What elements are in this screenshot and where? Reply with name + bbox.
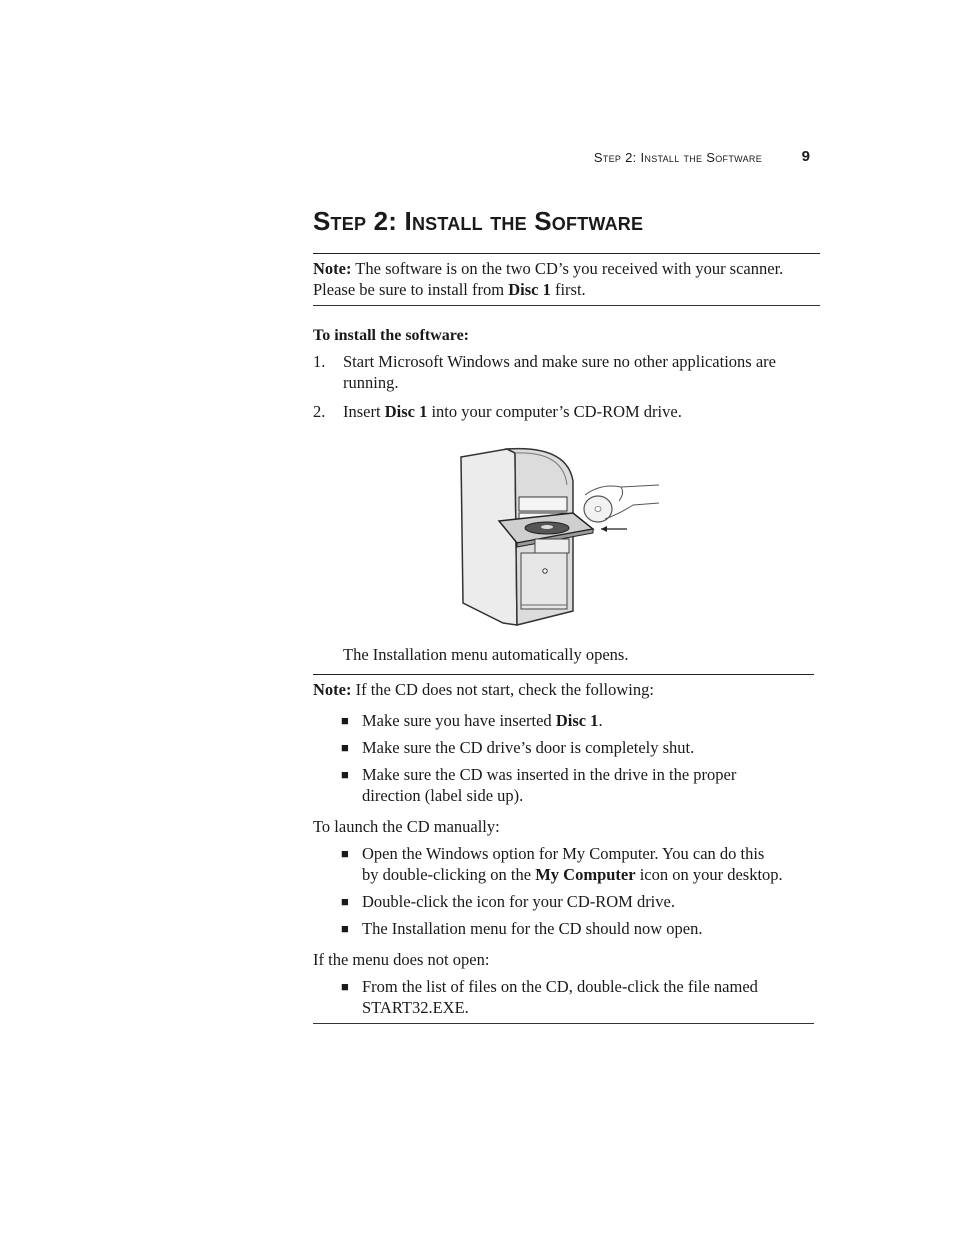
note1-text-c: first. <box>550 280 586 299</box>
step2-number: 2. <box>313 402 326 421</box>
check-item-3-line2: direction (label side up). <box>362 786 524 805</box>
manual-item-1-line1: Open the Windows option for My Computer. You can do this <box>362 844 765 863</box>
check1-c: . <box>598 711 603 730</box>
note-bottom-rule <box>313 305 820 306</box>
installation-opens-text: The Installation menu automatically opens. <box>343 645 629 664</box>
note1-label: Note: <box>313 259 352 278</box>
note2-bottom-rule <box>313 1023 814 1024</box>
note2-text: If the CD does not start, check the following: <box>351 680 654 699</box>
step2-text-a: Insert <box>343 402 385 421</box>
note2-line <box>313 679 654 700</box>
bullet-icon: ■ <box>341 979 349 994</box>
step2-text <box>343 401 682 422</box>
install-heading: To install the software: <box>313 327 469 344</box>
manual-item-1-line2 <box>362 864 783 885</box>
step1-line1: Start Microsoft Windows and make sure no other applications are <box>343 352 776 371</box>
check1-a: Make sure you have inserted <box>362 711 556 730</box>
bullet-icon: ■ <box>341 767 349 782</box>
bullet-icon: ■ <box>341 894 349 909</box>
note1-disc: Disc 1 <box>508 280 551 299</box>
bullet-icon: ■ <box>341 713 349 728</box>
bullet-icon: ■ <box>341 846 349 861</box>
note2-top-rule <box>313 674 814 675</box>
note-top-rule <box>313 253 820 254</box>
running-title: Step 2: Install the Software <box>593 150 762 165</box>
check1-disc: Disc 1 <box>555 711 599 730</box>
fallback-item-line1: From the list of files on the CD, double-click the file named <box>362 977 758 996</box>
note2-label: Note: <box>313 680 352 699</box>
computer-tower-icon <box>455 443 665 628</box>
check-item-3-line1: Make sure the CD was inserted in the drive in the proper <box>362 765 737 784</box>
manual1-mycomputer: My Computer <box>535 865 636 884</box>
step2-disc: Disc 1 <box>384 402 428 421</box>
bullet-icon: ■ <box>341 921 349 936</box>
check-item-1 <box>362 710 603 731</box>
step2-text-c: into your computer’s CD-ROM drive. <box>427 402 682 421</box>
menu-not-open-intro: If the menu does not open: <box>313 950 490 969</box>
check-item-2: Make sure the CD drive’s door is completely shut. <box>362 738 695 757</box>
manual1-c: icon on your desktop. <box>635 865 783 884</box>
step1-line2: running. <box>343 373 399 392</box>
manual-item-3: The Installation menu for the CD should now open. <box>362 919 703 938</box>
note1-text: The software is on the two CD’s you received with your scanner. <box>351 259 784 278</box>
note1-line1 <box>313 258 783 279</box>
manual1-a: by double-clicking on the <box>362 865 536 884</box>
running-header <box>560 148 810 168</box>
page-number: 9 <box>801 148 810 165</box>
page-title: Step 2: Install the Software <box>313 206 644 236</box>
manual-launch-intro: To launch the CD manually: <box>313 817 500 836</box>
cd-insert-illustration <box>455 443 665 628</box>
step1-number: 1. <box>313 352 326 371</box>
bullet-icon: ■ <box>341 740 349 755</box>
fallback-item-line2: START32.EXE. <box>362 998 469 1017</box>
note1-text-a: Please be sure to install from <box>313 280 509 299</box>
note1-line2 <box>313 279 586 300</box>
manual-item-2: Double-click the icon for your CD-ROM drive. <box>362 892 675 911</box>
